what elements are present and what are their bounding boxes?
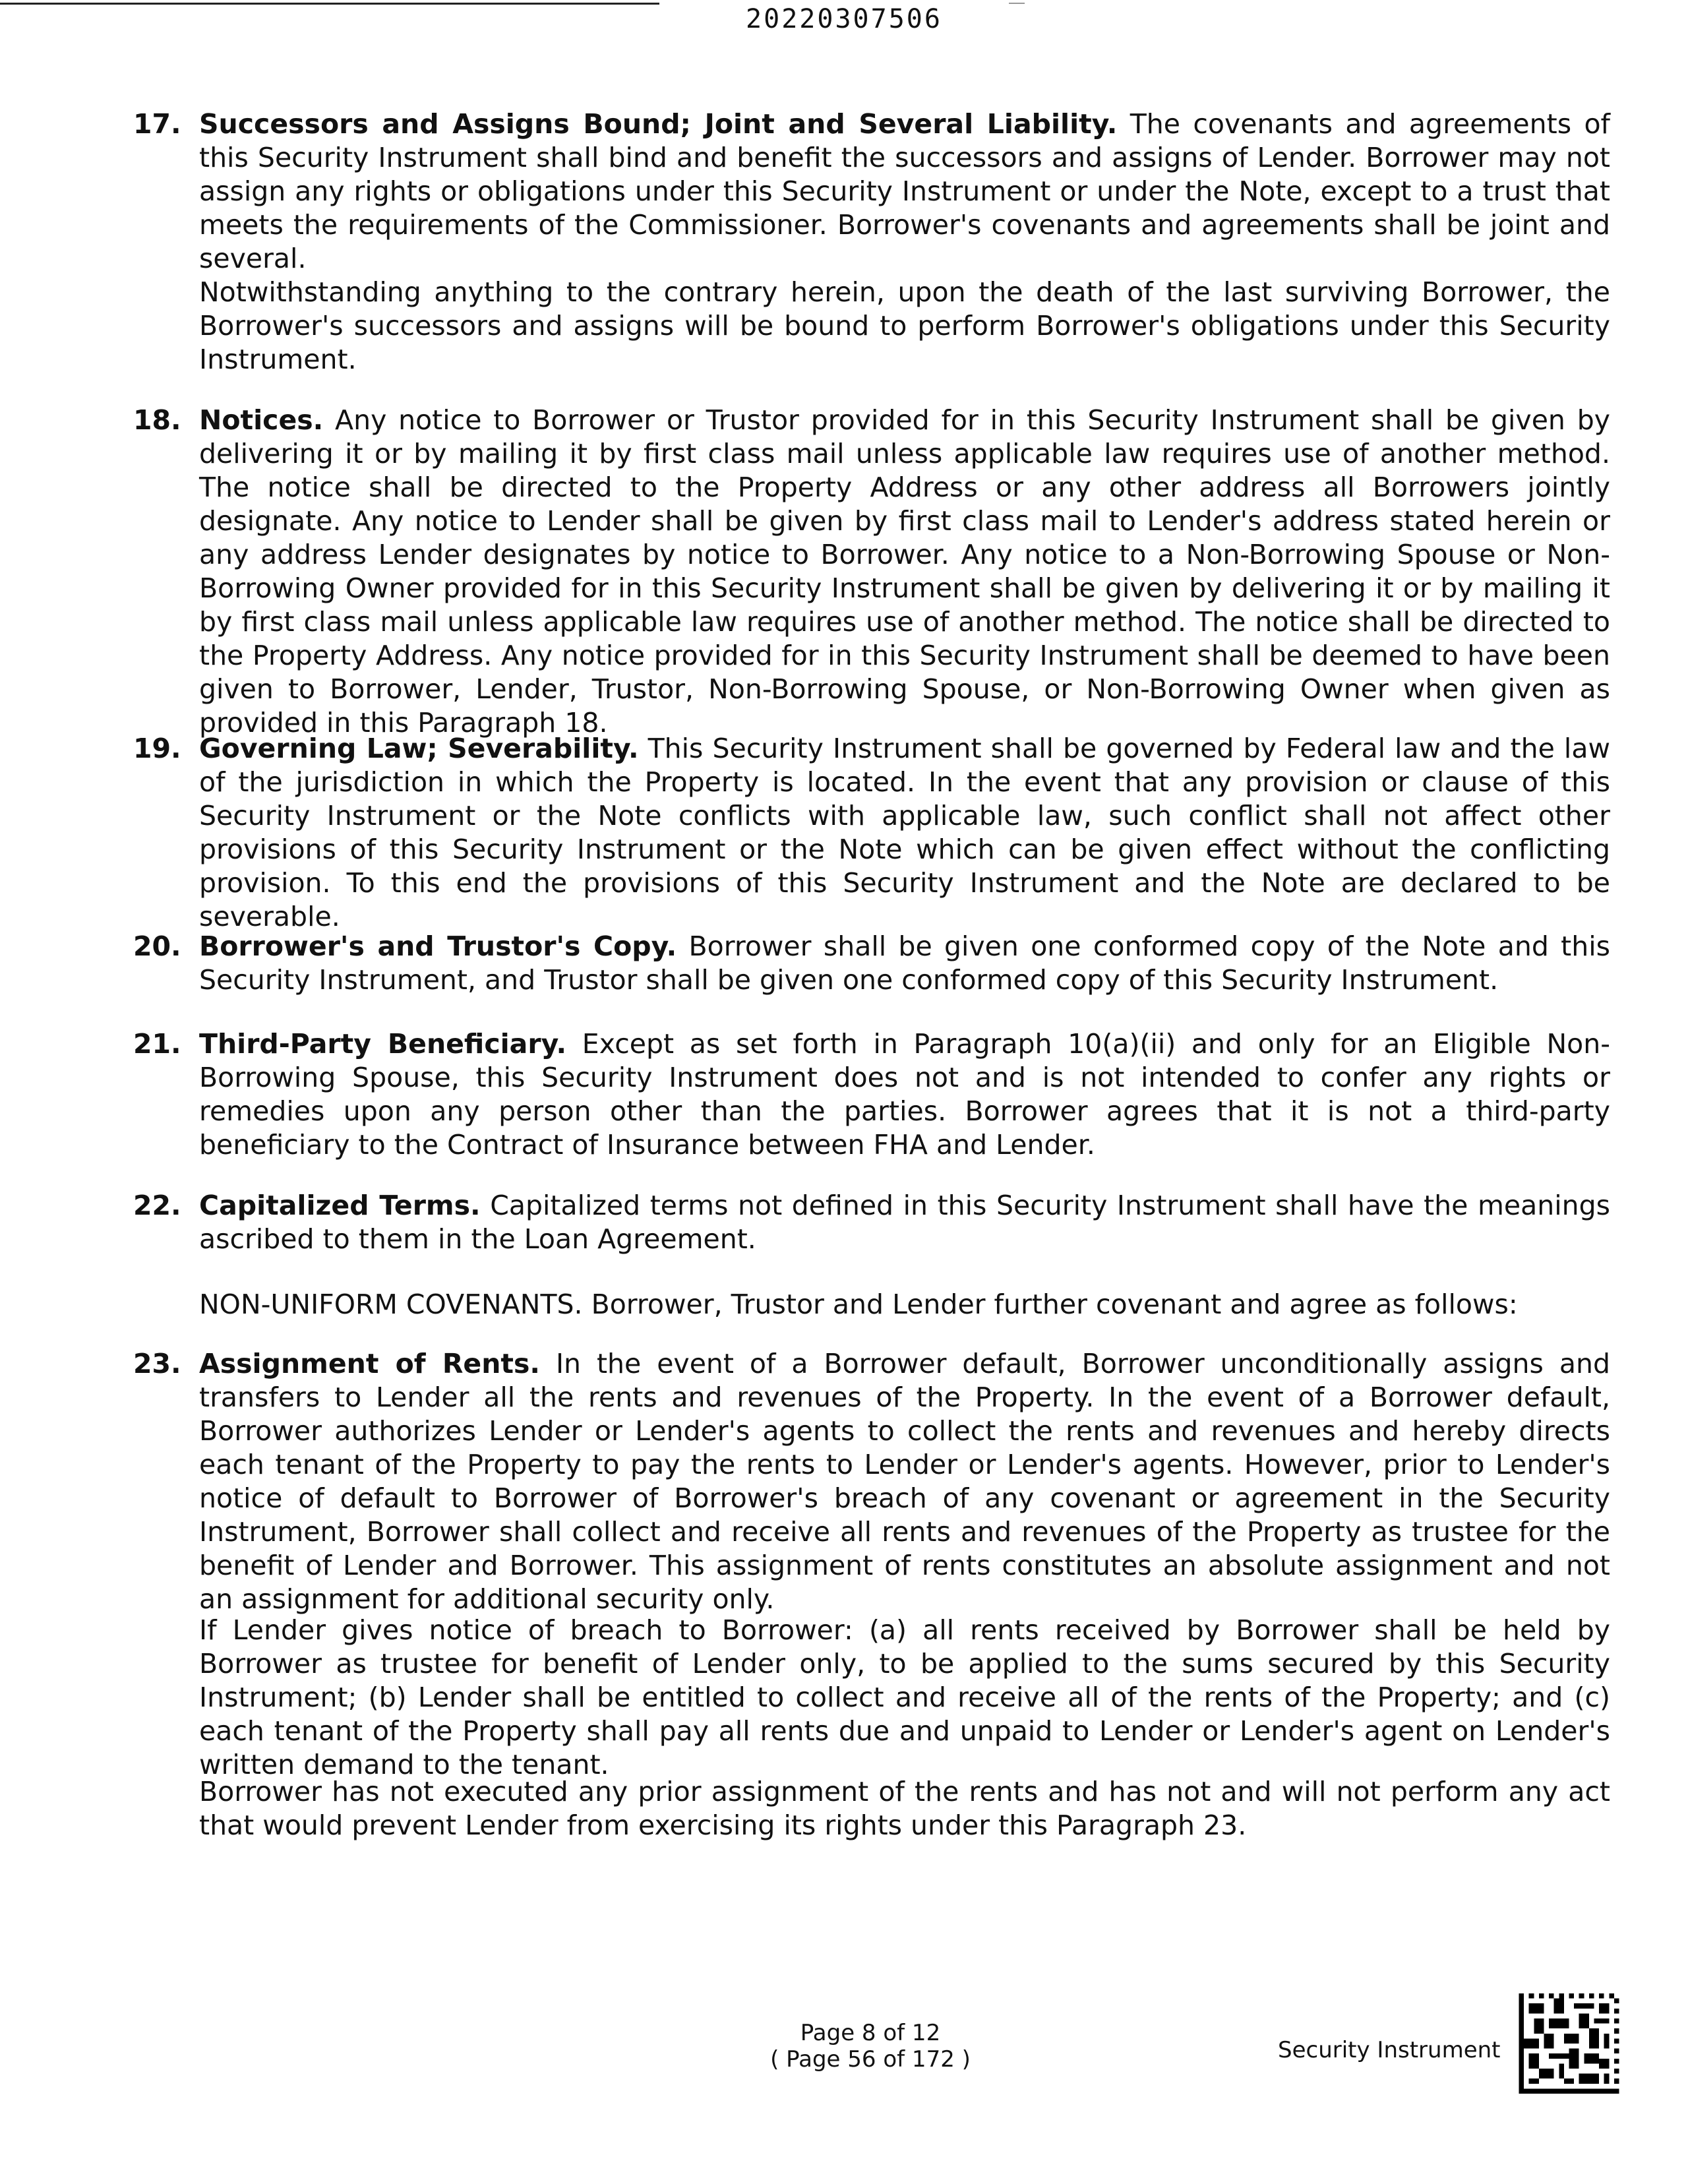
section-body: This Security Instrument shall be governed by Federal law and the law of the jurisdiction in which the Property is located. In the event that any provision or clause of this Security Instrument or the Note conflicts with applicable law, such conflict shall not affect other provisions of this Security Instrument or the Note which can be given effect without the conflicting provision. To this end the provisions of this Security Instrument and the Note are declared to be severable. (199, 733, 1610, 932)
section-heading: Assignment of Rents. (199, 1348, 540, 1380)
section-23 (133, 1347, 1610, 1616)
section-body: Capitalized terms not defined in this Security Instrument shall have the meanings ascribed to them in the Loan Agreement. (199, 1190, 1611, 1255)
section-number: 19. (133, 733, 181, 764)
section-number: 20. (133, 930, 181, 962)
section-heading: Governing Law; Severability. (199, 733, 639, 764)
section-number: 18. (133, 404, 181, 436)
section-19 (133, 732, 1610, 934)
section-heading: Capitalized Terms. (199, 1190, 481, 1221)
footer-doc-title: Security Instrument (1278, 2037, 1501, 2063)
section-number: 17. (133, 108, 181, 140)
page-of: Page 8 of 12 (800, 2020, 941, 2046)
section-number: 23. (133, 1348, 181, 1380)
section-heading: Third-Party Beneficiary. (199, 1028, 567, 1060)
page-of-total: ( Page 56 of 172 ) (770, 2046, 971, 2073)
section-18 (133, 404, 1610, 740)
page-number (692, 2020, 1048, 2073)
section-heading: Successors and Assigns Bound; Joint and Several Liability. (199, 108, 1118, 140)
section-number: 22. (133, 1190, 181, 1221)
section-17 (133, 107, 1610, 276)
section-20 (133, 930, 1610, 997)
section-23-paragraph-3: Borrower has not executed any prior assignment of the rents and has not and will not perform any act that would prevent Lender from exercising its rights under this Paragraph 23. (199, 1776, 1610, 1841)
section-22 (133, 1189, 1610, 1256)
section-body: The covenants and agreements of this Security Instrument shall bind and benefit the successors and assigns of Lender. Borrower may not assign any rights or obligations under this Security Instrument or under the Note, except to a trust that meets the requirements of the Commissioner. Borrower's covenants and agreements shall be joint and several. (199, 108, 1610, 274)
section-17-paragraph-2: Notwithstanding anything to the contrary herein, upon the death of the last surviving Borrower, the Borrower's successors and assigns will be bound to perform Borrower's obligations under this Security Instrument. (199, 276, 1610, 375)
section-heading: Borrower's and Trustor's Copy. (199, 930, 677, 962)
section-body: In the event of a Borrower default, Borrower unconditionally assigns and transfers to Lender all the rents and revenues of the Property. In the event of a Borrower default, Borrower authorizes Lender or Lender's agents to collect the rents and revenues and hereby directs each tenant of the Property to pay the rents to Lender or Lender's agents. However, prior to Lender's notice of default to Borrower of Borrower's breach of any covenant or agreement in the Security Instrument, Borrower shall collect and receive all rents and revenues of the Property as trustee for the benefit of Lender and Borrower. This assignment of rents constitutes an absolute assignment and not an assignment for additional security only. (199, 1348, 1610, 1615)
section-21 (133, 1027, 1610, 1162)
document-number: 20220307506 (746, 4, 942, 34)
section-23-paragraph-2: If Lender gives notice of breach to Borrower: (a) all rents received by Borrower shall be held by Borrower as trustee for benefit of Lender only, to be applied to the sums secured by this Security Instrument; (b) Lender shall be entitled to collect and receive all of the rents of the Property; and (c) each tenant of the Property shall pay all rents due and unpaid to Lender or Lender's agent on Lender's written demand to the tenant. (199, 1614, 1610, 1780)
section-body: Any notice to Borrower or Trustor provided for in this Security Instrument shall be given by delivering it or by mailing it by first class mail unless applicable law requires use of another method. The notice shall be directed to the Property Address or any other address all Borrowers jointly designate. Any notice to Lender shall be given by first class mail to Lender's address stated herein or any address Lender designates by notice to Borrower. Any notice to a Non-Borrowing Spouse or Non-Borrowing Owner provided for in this Security Instrument shall be given by delivering it or by mailing it by first class mail unless applicable law requires use of another method. The notice shall be directed to the Property Address. Any notice provided for in this Security Instrument shall be deemed to have been given to Borrower, Lender, Trustor, Non-Borrowing Spouse, or Non-Borrowing Owner when given as provided in this Paragraph 18. (199, 404, 1610, 739)
datamatrix-barcode-icon (1518, 1993, 1620, 2094)
non-uniform-covenants: NON-UNIFORM COVENANTS. Borrower, Trustor and Lender further covenant and agree as follows: (199, 1289, 1518, 1320)
section-heading: Notices. (199, 404, 324, 436)
section-body: Borrower shall be given one conformed copy of the Note and this Security Instrument, and Trustor shall be given one conformed copy of this Security Instrument. (199, 930, 1610, 996)
section-number: 21. (133, 1028, 181, 1060)
section-body: Except as set forth in Paragraph 10(a)(ii) and only for an Eligible Non-Borrowing Spouse, this Security Instrument does not and is not intended to confer any rights or remedies upon any person other than the parties. Borrower agrees that it is not a third-party beneficiary to the Contract of Insurance between FHA and Lender. (199, 1028, 1610, 1161)
